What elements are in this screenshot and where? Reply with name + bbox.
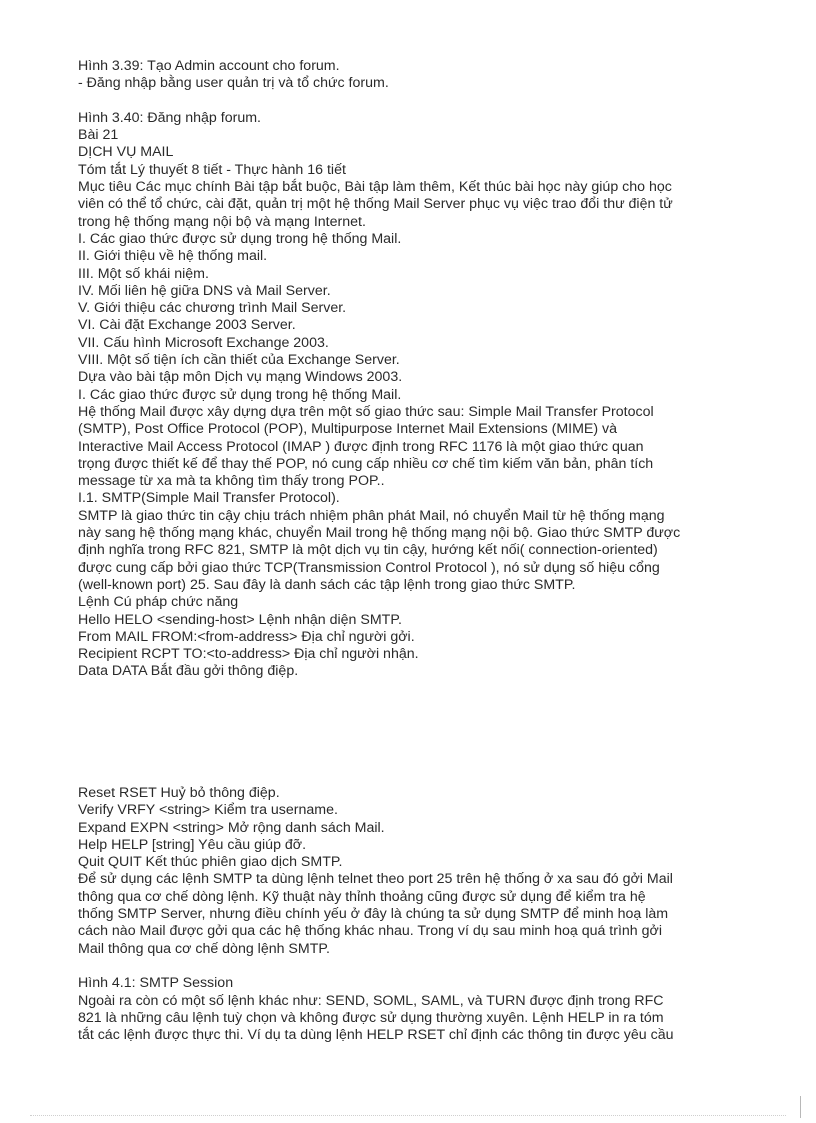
text-block-top	[78, 58, 778, 681]
text-line: Interactive Mail Access Protocol (IMAP ) được định trong RFC 1176 là một giao thức quan	[78, 438, 644, 455]
text-block-bottom	[78, 785, 778, 1044]
text-line: Lệnh Cú pháp chức năng	[78, 594, 239, 611]
text-line: VIII. Một số tiện ích cần thiết của Exchange Server.	[78, 352, 400, 369]
text-line: tắt các lệnh được thực thi. Ví dụ ta dùng lệnh HELP RSET chỉ định các thông tin được yêu cầu	[78, 1027, 674, 1044]
footer-rule	[30, 1115, 786, 1116]
text-line: I. Các giao thức được sử dụng trong hệ thống Mail.	[78, 230, 402, 247]
text-line: được cung cấp bởi giao thức TCP(Transmission Control Protocol ), nó sử dụng số hiệu cổng	[78, 559, 660, 576]
text-line: 821 là những câu lệnh tuỳ chọn và không được sử dụng thường xuyên. Lệnh HELP in ra tóm	[78, 1009, 664, 1026]
text-line: Verify VRFY <string> Kiểm tra username.	[78, 802, 338, 819]
text-line: Bài 21	[78, 127, 119, 144]
text-line: Mail thông qua cơ chế dòng lệnh SMTP.	[78, 940, 330, 957]
text-line: (well-known port) 25. Sau đây là danh sách các tập lệnh trong giao thức SMTP.	[78, 576, 576, 593]
blank-line	[78, 93, 778, 110]
text-line: I.1. SMTP(Simple Mail Transfer Protocol).	[78, 490, 340, 507]
text-line: thông qua cơ chế dòng lệnh. Kỹ thuật này thỉnh thoảng cũng được sử dụng để kiểm tra hệ	[78, 888, 646, 905]
text-line: I. Các giao thức được sử dụng trong hệ thống Mail.	[78, 386, 402, 403]
text-line: thống SMTP Server, nhưng điều chính yếu ở đây là chúng ta sử dụng SMTP để minh hoạ làm	[78, 906, 669, 923]
text-line: Hình 4.1: SMTP Session	[78, 975, 234, 992]
text-line: VII. Cấu hình Microsoft Exchange 2003.	[78, 334, 329, 351]
text-line: Hệ thống Mail được xây dựng dựa trên một số giao thức sau: Simple Mail Transfer Protocol	[78, 403, 654, 420]
text-line: From MAIL FROM:<from-address> Địa chỉ người gởi.	[78, 628, 415, 645]
text-line: (SMTP), Post Office Protocol (POP), Multipurpose Internet Mail Extensions (MIME) và	[78, 421, 618, 438]
text-line: Reset RSET Huỷ bỏ thông điệp.	[78, 785, 280, 801]
text-line: trọng được thiết kế để thay thế POP, nó cung cấp nhiều cơ chế tìm kiếm văn bản, phân tích	[78, 455, 654, 472]
text-line: Quit QUIT Kết thúc phiên giao dịch SMTP.	[78, 854, 343, 871]
text-line: Expand EXPN <string> Mở rộng danh sách Mail.	[78, 819, 385, 836]
text-line: Hình 3.39: Tạo Admin account cho forum.	[78, 58, 340, 74]
text-line: Tóm tắt Lý thuyết 8 tiết - Thực hành 16 tiết	[78, 161, 346, 178]
text-line: - Đăng nhập bằng user quản trị và tổ chức forum.	[78, 75, 389, 92]
text-line: Data DATA Bắt đầu gởi thông điệp.	[78, 663, 299, 680]
text-line: trong hệ thống mạng nội bộ và mạng Internet.	[78, 213, 366, 230]
text-line: Hello HELO <sending-host> Lệnh nhận diện SMTP.	[78, 611, 402, 628]
text-line: message từ xa mà ta không tìm thấy trong POP..	[78, 473, 385, 490]
text-line: SMTP là giao thức tin cậy chịu trách nhiệm phân phát Mail, nó chuyển Mail từ hệ thống mạng	[78, 507, 665, 524]
text-line: Ngoài ra còn có một số lệnh khác như: SEND, SOML, SAML, và TURN được định trong RFC	[78, 992, 664, 1009]
text-line: V. Giới thiệu các chương trình Mail Server.	[78, 300, 347, 317]
text-line: II. Giới thiệu về hệ thống mail.	[78, 248, 268, 265]
text-line: này sang hệ thống mạng khác, chuyển Mail trong hệ thống mạng nội bộ. Giao thức SMTP được	[78, 525, 681, 542]
text-line: định nghĩa trong RFC 821, SMTP là một dịch vụ tin cậy, hướng kết nối( connection-oriented)	[78, 542, 658, 559]
text-line: Để sử dụng các lệnh SMTP ta dùng lệnh telnet theo port 25 trên hệ thống ở xa sau đó gởi Mail	[78, 871, 673, 888]
text-line: cách nào Mail được gởi qua các hệ thống khác nhau. Trong ví dụ sau minh hoạ quá trình gởi	[78, 923, 662, 940]
text-line: viên có thể tổ chức, cài đặt, quản trị một hệ thống Mail Server phục vụ việc trao đổi thư điện tử	[78, 196, 673, 213]
text-line: Dựa vào bài tập môn Dịch vụ mạng Windows 2003.	[78, 369, 403, 386]
text-line: Recipient RCPT TO:<to-address> Địa chỉ người nhận.	[78, 646, 419, 663]
blank-line	[78, 958, 778, 975]
text-line: VI. Cài đặt Exchange 2003 Server.	[78, 317, 296, 334]
text-line: DỊCH VỤ MAIL	[78, 144, 174, 161]
corner-rule	[800, 1096, 801, 1118]
text-line: IV. Mối liên hệ giữa DNS và Mail Server.	[78, 282, 331, 299]
text-line: Help HELP [string] Yêu cầu giúp đỡ.	[78, 836, 307, 853]
text-line: Mục tiêu Các mục chính Bài tập bắt buộc, Bài tập làm thêm, Kết thúc bài học này giúp cho học	[78, 179, 672, 196]
text-line: III. Một số khái niệm.	[78, 265, 209, 282]
text-line: Hình 3.40: Đăng nhập forum.	[78, 109, 261, 126]
